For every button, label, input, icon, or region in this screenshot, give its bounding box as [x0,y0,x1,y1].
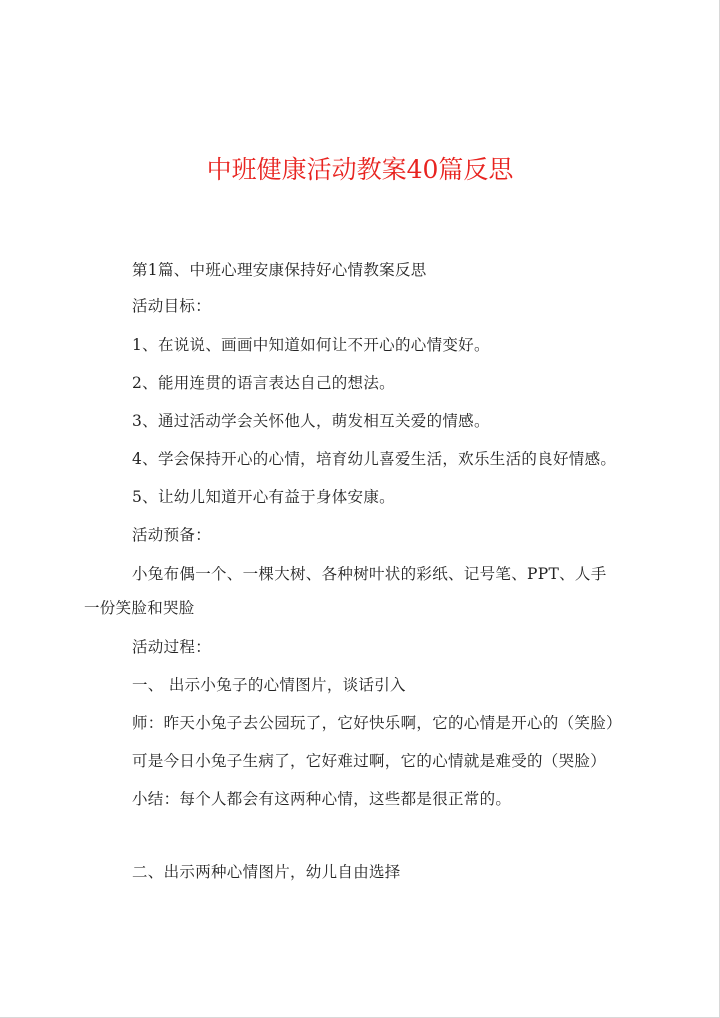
paragraph-line: 小兔布偶一个、一棵大树、各种树叶状的彩纸、记号笔、PPT、人手 [132,565,607,583]
paragraph-line: 活动过程： [132,638,212,656]
paragraph-line: 小结：每个人都会有这两种心情，这些都是很正常的。 [132,790,512,808]
paragraph-line: 一、 出示小兔子的心情图片，谈话引入 [132,676,406,694]
paragraph-line: 5、让幼儿知道开心有益于身体安康。 [132,488,395,506]
section-heading: 二、出示两种心情图片，幼儿自由选择 [132,863,401,881]
paragraph-line: 活动目标： [132,297,212,315]
paragraph-line: 3、通过活动学会关怀他人，萌发相互关爱的情感。 [132,412,490,430]
paragraph-line: 1、在说说、画画中知道如何让不开心的心情变好。 [132,336,490,354]
paragraph-line: 师：昨天小兔子去公园玩了，它好快乐啊，它的心情是开心的（笑脸） [132,714,622,732]
paragraph-line: 一份笑脸和哭脸 [84,599,195,617]
document-title: 中班健康活动教案40篇反思 [206,155,514,184]
paragraph-line: 可是今日小兔子生病了，它好难过啊，它的心情就是难受的（哭脸） [132,752,607,770]
paragraph-line: 活动预备： [132,526,212,544]
paragraph-line: 2、能用连贯的语言表达自己的想法。 [132,374,395,392]
paragraph-line: 4、学会保持开心的心情，培育幼儿喜爱生活，欢乐生活的良好情感。 [132,450,617,468]
section-heading: 第1篇、中班心理安康保持好心情教案反思 [132,261,427,279]
